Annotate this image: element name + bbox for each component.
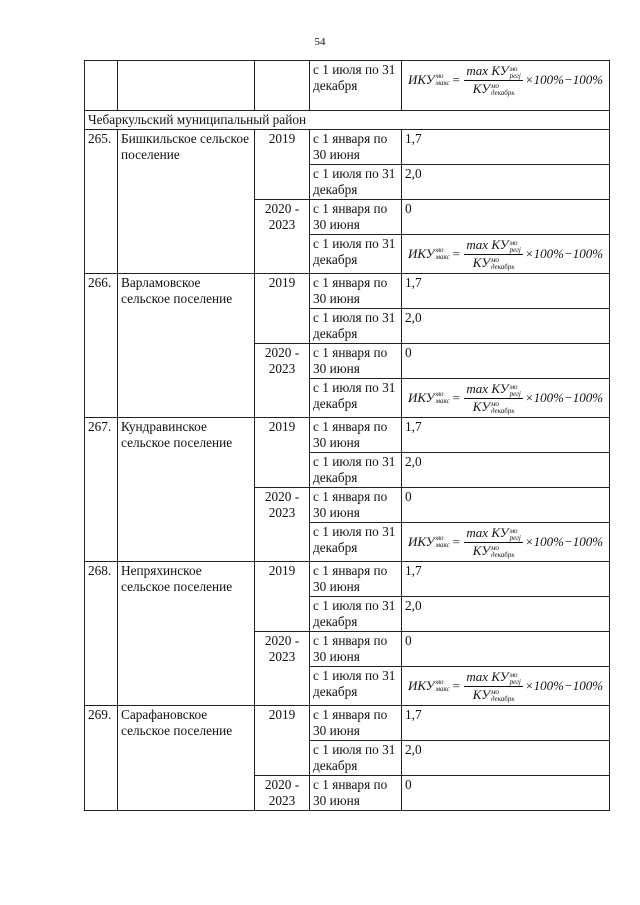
formula-num-sym: КУ: [491, 525, 509, 541]
year-cell: [255, 61, 310, 111]
period-cell: с 1 июля по 31 декабря: [310, 61, 402, 111]
formula-den-sup: мо: [490, 399, 499, 408]
value-cell: 0: [402, 200, 610, 235]
formula-equals: =: [451, 678, 461, 693]
entry-number: 269.: [85, 706, 118, 811]
formula-den-sub: декабрь: [490, 262, 515, 271]
value-cell: 1,7: [402, 562, 610, 597]
entry-name: Кундравинское сельское поселение: [118, 418, 255, 562]
year-cell: 2020 - 2023: [255, 632, 310, 706]
year-cell: 2019: [255, 418, 310, 488]
formula-den-sub: декабрь: [490, 550, 515, 559]
period-cell: с 1 января по 30 июня: [310, 776, 402, 811]
formula-den-sup: мо: [490, 255, 499, 264]
formula-lhs-sup: мо: [435, 246, 444, 254]
section-row: [85, 111, 610, 130]
formula-den-sym: КУ: [472, 80, 490, 96]
period-cell: с 1 января по 30 июня: [310, 706, 402, 741]
year-cell: 2020 - 2023: [255, 776, 310, 811]
formula: [408, 669, 603, 702]
formula-den-sym: КУ: [472, 686, 490, 702]
formula-den-sup: мо: [490, 687, 499, 696]
formula-num-prefix: max: [466, 669, 489, 685]
formula-cell: [402, 61, 610, 111]
formula-num-sup: мо: [509, 526, 518, 535]
formula-tail: ×100%−100%: [524, 246, 604, 261]
formula-lhs-sup: мо: [435, 534, 444, 542]
table-row: [85, 562, 610, 597]
formula-den-sub: декабрь: [490, 88, 515, 97]
formula-cell: [402, 523, 610, 562]
period-cell: с 1 января по 30 июня: [310, 344, 402, 379]
table-row: [85, 274, 610, 309]
value-cell: 1,7: [402, 706, 610, 741]
formula-num-sub: peгj: [509, 533, 521, 542]
period-cell: с 1 июля по 31 декабря: [310, 453, 402, 488]
formula-lhs: ИКУ: [407, 678, 435, 693]
period-cell: с 1 января по 30 июня: [310, 632, 402, 667]
entry-number: 267.: [85, 418, 118, 562]
value-cell: 1,7: [402, 274, 610, 309]
formula-tail: ×100%−100%: [524, 72, 604, 87]
formula-den-sym: КУ: [472, 542, 490, 558]
formula-num-prefix: max: [466, 63, 489, 79]
formula-fraction: [464, 669, 522, 702]
year-cell: 2019: [255, 274, 310, 344]
formula-lhs-sup: мо: [435, 390, 444, 398]
period-cell: с 1 июля по 31 декабря: [310, 165, 402, 200]
formula-lhs-sup: мо: [435, 72, 444, 80]
formula-lhs: ИКУ: [407, 534, 435, 549]
formula-den-sym: КУ: [472, 398, 490, 414]
year-cell: 2019: [255, 130, 310, 200]
year-cell: 2019: [255, 706, 310, 776]
formula-lhs: ИКУ: [407, 246, 435, 261]
formula-den-sup: мо: [490, 543, 499, 552]
value-cell: 2,0: [402, 165, 610, 200]
formula-fraction: [464, 63, 522, 96]
table-row: [85, 61, 610, 111]
formula-num-sub: peгj: [509, 389, 521, 398]
formula-num-sym: КУ: [491, 237, 509, 253]
formula-num-prefix: max: [466, 525, 489, 541]
value-cell: 0: [402, 632, 610, 667]
period-cell: с 1 января по 30 июня: [310, 274, 402, 309]
formula-num-sup: мо: [509, 670, 518, 679]
page-number: 54: [314, 36, 326, 48]
value-cell: 2,0: [402, 741, 610, 776]
period-cell: с 1 июля по 31 декабря: [310, 741, 402, 776]
section-title: Чебаркульский муниципальный район: [85, 111, 610, 130]
formula: [408, 63, 603, 96]
formula-fraction: [464, 237, 522, 270]
formula-num-sym: КУ: [491, 63, 509, 79]
formula-num-sub: peгj: [509, 71, 521, 80]
formula-num-prefix: max: [466, 381, 489, 397]
period-cell: с 1 июля по 31 декабря: [310, 379, 402, 418]
period-cell: с 1 января по 30 июня: [310, 130, 402, 165]
entry-name: Непряхинское сельское поселение: [118, 562, 255, 706]
period-cell: с 1 января по 30 июня: [310, 488, 402, 523]
table-row: [85, 706, 610, 741]
formula-lhs-sub: макс: [435, 397, 450, 405]
formula-fraction: [464, 381, 522, 414]
year-cell: 2020 - 2023: [255, 200, 310, 274]
period-cell: с 1 января по 30 июня: [310, 562, 402, 597]
formula-num-prefix: max: [466, 237, 489, 253]
formula-den-sup: мо: [490, 81, 499, 90]
formula-equals: =: [451, 534, 461, 549]
formula-den-sub: декабрь: [490, 694, 515, 703]
period-cell: с 1 января по 30 июня: [310, 418, 402, 453]
formula-lhs: ИКУ: [407, 72, 435, 87]
name-cell: [118, 61, 255, 111]
entry-number: 268.: [85, 562, 118, 706]
formula-lhs-sub: макс: [435, 79, 450, 87]
formula-num-sym: КУ: [491, 381, 509, 397]
year-cell: 2020 - 2023: [255, 344, 310, 418]
value-cell: 0: [402, 776, 610, 811]
formula: [408, 525, 603, 558]
formula-tail: ×100%−100%: [524, 390, 604, 405]
value-cell: 0: [402, 488, 610, 523]
period-cell: с 1 июля по 31 декабря: [310, 667, 402, 706]
formula-num-sub: peгj: [509, 677, 521, 686]
tariff-index-table: [84, 60, 610, 811]
entry-number: 266.: [85, 274, 118, 418]
formula-cell: [402, 235, 610, 274]
table-row: [85, 130, 610, 165]
number-cell: [85, 61, 118, 111]
formula-lhs-sub: макс: [435, 253, 450, 261]
formula-cell: [402, 379, 610, 418]
formula-num-sup: мо: [509, 238, 518, 247]
value-cell: 1,7: [402, 130, 610, 165]
formula-num-sup: мо: [509, 64, 518, 73]
entry-name: Бишкильское сельское поселение: [118, 130, 255, 274]
formula-lhs-sup: мо: [435, 678, 444, 686]
formula-den-sym: КУ: [472, 254, 490, 270]
period-cell: с 1 июля по 31 декабря: [310, 597, 402, 632]
entry-name: Варламовское сельское поселение: [118, 274, 255, 418]
period-cell: с 1 июля по 31 декабря: [310, 309, 402, 344]
formula-equals: =: [451, 246, 461, 261]
formula: [408, 381, 603, 414]
formula-equals: =: [451, 390, 461, 405]
value-cell: 0: [402, 344, 610, 379]
period-cell: с 1 июля по 31 декабря: [310, 523, 402, 562]
entry-number: 265.: [85, 130, 118, 274]
formula-tail: ×100%−100%: [524, 534, 604, 549]
formula-fraction: [464, 525, 522, 558]
formula-tail: ×100%−100%: [524, 678, 604, 693]
formula-lhs: ИКУ: [407, 390, 435, 405]
formula-num-sup: мо: [509, 382, 518, 391]
formula-num-sym: КУ: [491, 669, 509, 685]
formula-den-sub: декабрь: [490, 406, 515, 415]
formula-lhs-sub: макс: [435, 541, 450, 549]
period-cell: с 1 января по 30 июня: [310, 200, 402, 235]
formula-lhs-sub: макс: [435, 685, 450, 693]
table-row: [85, 418, 610, 453]
value-cell: 2,0: [402, 597, 610, 632]
year-cell: 2019: [255, 562, 310, 632]
formula-equals: =: [451, 72, 461, 87]
year-cell: 2020 - 2023: [255, 488, 310, 562]
value-cell: 1,7: [402, 418, 610, 453]
value-cell: 2,0: [402, 453, 610, 488]
formula: [408, 237, 603, 270]
formula-num-sub: peгj: [509, 245, 521, 254]
entry-name: Сарафановское сельское поселение: [118, 706, 255, 811]
formula-cell: [402, 667, 610, 706]
value-cell: 2,0: [402, 309, 610, 344]
period-cell: с 1 июля по 31 декабря: [310, 235, 402, 274]
